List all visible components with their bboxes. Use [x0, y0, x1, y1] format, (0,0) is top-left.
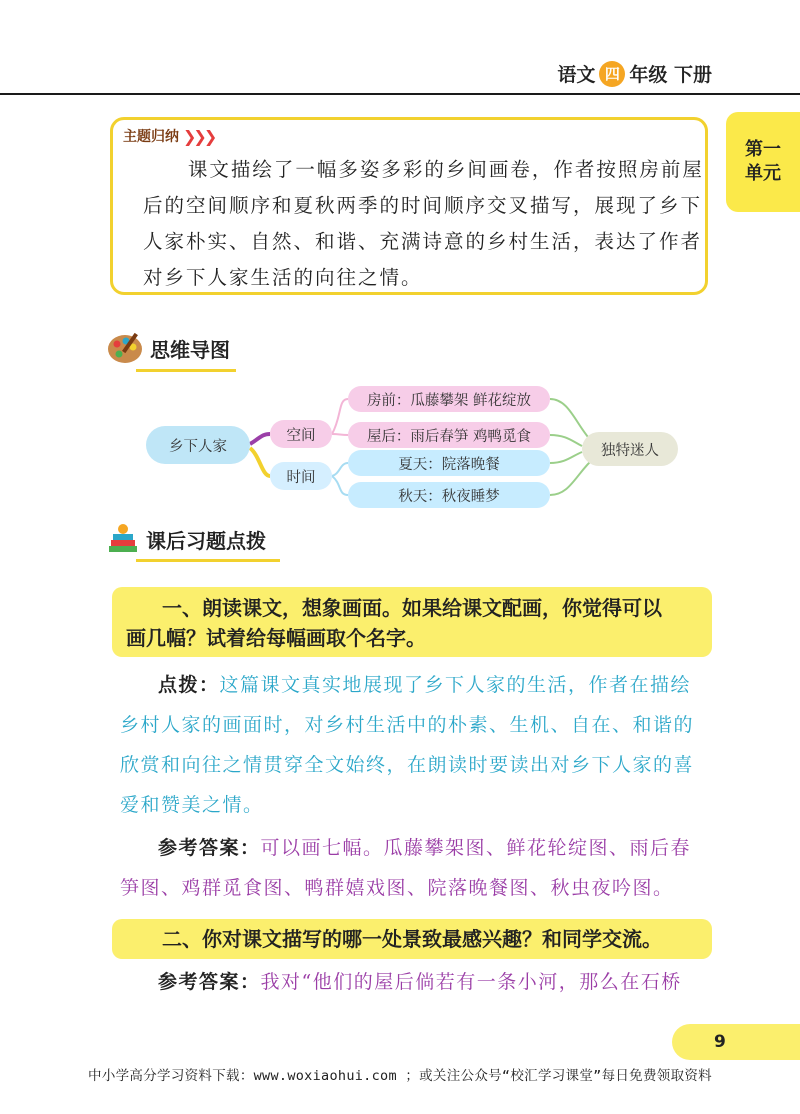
- answer-1-label: 参考答案：: [158, 837, 261, 859]
- hint-paragraph: [120, 665, 710, 825]
- mindmap-branch-space: 空间: [270, 420, 332, 448]
- question-1-line-2: 画几幅？试着给每幅画取个名字。: [126, 626, 426, 650]
- theme-summary-box: [110, 117, 708, 295]
- grade-volume-label: 年级 下册: [629, 64, 712, 86]
- question-2-bar: 二、你对课文描写的哪一处景致最感兴趣？和同学交流。: [112, 919, 712, 959]
- page-number: 9: [672, 1024, 800, 1060]
- mindmap-leaf-autumn: 秋天：秋夜睡梦: [348, 482, 550, 508]
- answer-1-text: 可以画七幅。瓜藤攀架图、鲜花轮绽图、雨后春笋图、鸡群觅食图、鸭群嬉戏图、院落晚餐图、秋虫夜吟图。: [120, 837, 692, 899]
- theme-summary-text: 课文描绘了一幅多姿多彩的乡间画卷，作者按照房前屋后的空间顺序和夏秋两季的时间顺序交叉描写，展现了乡下人家朴实、自然、和谐、充满诗意的乡村生活，表达了作者对乡下人家生活的向往之情。: [143, 158, 704, 289]
- answer-2-label: 参考答案：: [158, 971, 261, 993]
- mindmap-leaf-summer: 夏天：院落晚餐: [348, 450, 550, 476]
- mindmap-branch-time: 时间: [270, 462, 332, 490]
- question-1-bar: [112, 587, 712, 657]
- question-1-line-1: 一、朗读课文，想象画面。如果给课文配画，你觉得可以: [162, 596, 662, 620]
- header-rule: [0, 93, 800, 95]
- unit-tab: [726, 112, 800, 212]
- mindmap-leaf-front: 房前：瓜藤攀架 鲜花绽放: [348, 386, 550, 412]
- page-header: [557, 60, 712, 87]
- unit-tab-line-2: 单元: [745, 163, 781, 184]
- theme-label: [123, 126, 214, 146]
- unit-tab-line-1: 第一: [745, 139, 781, 160]
- exercises-title-underline: [136, 559, 280, 562]
- subject-label: 语文: [557, 64, 596, 86]
- mindmap-title: 思维导图: [150, 337, 230, 362]
- grade-number-badge: 四: [599, 61, 625, 87]
- answer-2-text: 我对“他们的屋后倘若有一条小河，那么在石桥: [260, 971, 682, 993]
- chevrons-icon: ❯❯❯: [183, 126, 215, 146]
- hint-label: 点拨：: [158, 674, 220, 696]
- answer-2-paragraph: [120, 962, 710, 1002]
- palette-icon: [106, 330, 144, 366]
- theme-label-text: 主题归纳: [123, 129, 179, 145]
- mindmap-conclusion-node: 独特迷人: [582, 432, 678, 466]
- mindmap-title-underline: [136, 369, 236, 372]
- exercises-title: 课后习题点拨: [146, 528, 266, 553]
- exercises-section-title: [106, 522, 266, 556]
- hint-text: 这篇课文真实地展现了乡下人家的生活，作者在描绘乡村人家的画面时，对乡村生活中的朴素、生机、自在、和谐的欣赏和向往之情贯穿全文始终，在朗读时要读出对乡下人家的喜爱和赞美之情。: [120, 674, 695, 816]
- answer-1-paragraph: [120, 828, 710, 908]
- footer-promo: 中小学高分学习资料下载：www.woxiaohui.com ；或关注公众号“校汇学习课堂”每日免费领取资料: [88, 1068, 712, 1084]
- mindmap-section-title: [106, 330, 230, 366]
- mindmap-leaf-back: 屋后：雨后春笋 鸡鸭觅食: [348, 422, 550, 448]
- books-icon: [106, 522, 140, 556]
- mindmap-root-node: 乡下人家: [146, 426, 250, 464]
